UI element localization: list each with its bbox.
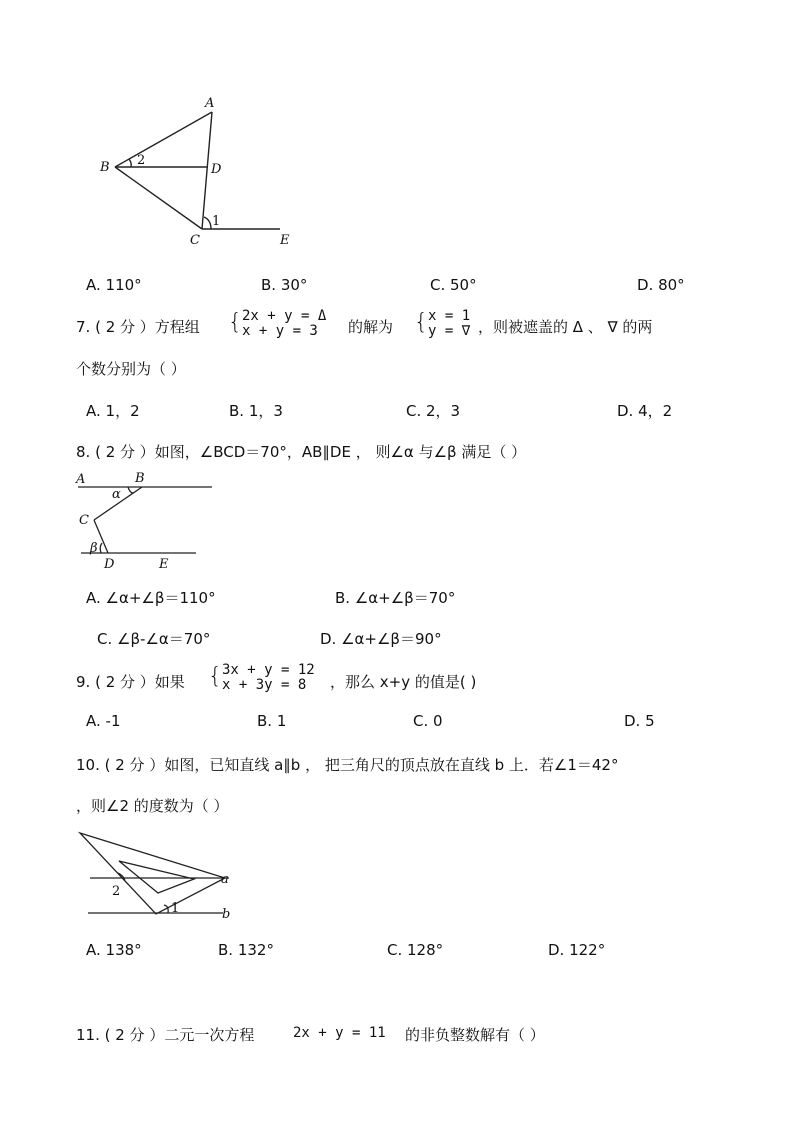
q9-option-d[interactable]: D. 5	[624, 712, 655, 730]
brace-icon: {	[228, 310, 242, 335]
q8-option-b[interactable]: B. ∠α+∠β＝70°	[335, 589, 456, 607]
q7-mid: 的解为	[348, 318, 394, 336]
q7-option-a[interactable]: A. 1，2	[86, 402, 140, 420]
q10-option-d[interactable]: D. 122°	[548, 941, 606, 959]
label-d: D	[104, 557, 115, 572]
label-e: E	[280, 233, 290, 248]
q10-option-a[interactable]: A. 138°	[86, 941, 142, 959]
q8-option-c[interactable]: C. ∠β-∠α＝70°	[97, 630, 211, 648]
q9-option-b[interactable]: B. 1	[257, 712, 287, 730]
label-alpha: α	[112, 487, 121, 502]
equation-row: x = 1	[428, 308, 471, 324]
q10-figure	[72, 826, 247, 926]
q11-suffix: 的非负整数解有（ ）	[405, 1026, 545, 1044]
q8-option-a[interactable]: A. ∠α+∠β＝110°	[86, 589, 216, 607]
q8-figure	[72, 470, 222, 575]
angle-alpha-arc	[128, 487, 133, 493]
q7-option-b[interactable]: B. 1，3	[229, 402, 283, 420]
label-line-a: a	[221, 872, 229, 887]
q10-stem-line-2: ，则∠2 的度数为（ ）	[76, 797, 229, 815]
triangle-ruler-inner	[119, 861, 194, 893]
label-angle-2: 2	[137, 153, 146, 168]
equation-row: 2x + y = Δ	[242, 308, 327, 324]
label-beta: β	[90, 541, 98, 556]
q6-option-a[interactable]: A. 110°	[86, 276, 142, 294]
q9-prefix: 9. ( 2 分 ）如果	[76, 673, 185, 691]
q10-stem-line-1: 10. ( 2 分 ）如图，已知直线 a∥b ， 把三角尺的顶点放在直线 b 上．若∠1＝42°	[76, 756, 619, 774]
q7-option-c[interactable]: C. 2，3	[406, 402, 461, 420]
brace-icon: {	[208, 664, 222, 689]
q9-option-c[interactable]: C. 0	[413, 712, 443, 730]
equation-row: y = ∇	[428, 323, 471, 339]
brace-icon: {	[414, 310, 428, 335]
q8-stem: 8. ( 2 分 ）如图，∠BCD＝70°，AB∥DE ， 则∠α 与∠β 满足（ ）	[76, 443, 527, 461]
q9-system	[208, 662, 333, 698]
label-angle-1: 1	[212, 214, 221, 229]
equation-row: x + 3y = 8	[222, 677, 307, 693]
angle-beta-arc	[100, 543, 102, 553]
label-d: D	[211, 162, 222, 177]
q7-system-2	[414, 308, 484, 344]
label-b: B	[135, 471, 145, 486]
q6-option-d[interactable]: D. 80°	[637, 276, 685, 294]
triangle-ruler-outer	[80, 833, 225, 914]
label-a: A	[205, 96, 215, 111]
label-c: C	[79, 513, 89, 528]
q11-equation: 2x + y = 11	[293, 1025, 386, 1041]
label-line-b: b	[222, 907, 231, 922]
q6-option-c[interactable]: C. 50°	[430, 276, 477, 294]
angle-1-arc	[204, 217, 211, 229]
q7-system-1	[228, 308, 343, 344]
label-c: C	[190, 233, 200, 248]
label-e: E	[159, 557, 169, 572]
label-a: A	[76, 472, 86, 487]
q11-prefix: 11. ( 2 分 ）二元一次方程	[76, 1026, 255, 1044]
label-b: B	[100, 160, 110, 175]
label-angle-2: 2	[112, 884, 121, 899]
segment-bc	[115, 167, 202, 229]
equation-row: x + y = 3	[242, 323, 318, 339]
label-angle-1: 1	[171, 901, 180, 916]
q6-figure	[95, 92, 305, 252]
q6-option-b[interactable]: B. 30°	[261, 276, 308, 294]
q7-suffix: ，则被遮盖的 Δ 、 ∇ 的两	[478, 318, 653, 336]
q7-prefix: 7. ( 2 分 ）方程组	[76, 318, 200, 336]
q8-option-d[interactable]: D. ∠α+∠β＝90°	[320, 630, 442, 648]
q7-line-2: 个数分别为（ ）	[76, 360, 186, 378]
q9-suffix: ，那么 x+y 的值是( )	[330, 673, 477, 691]
equation-row: 3x + y = 12	[222, 662, 315, 678]
angle-2-arc	[129, 159, 131, 167]
q7-option-d[interactable]: D. 4，2	[617, 402, 673, 420]
q10-option-b[interactable]: B. 132°	[218, 941, 274, 959]
q9-option-a[interactable]: A. -1	[86, 712, 121, 730]
q10-option-c[interactable]: C. 128°	[387, 941, 444, 959]
